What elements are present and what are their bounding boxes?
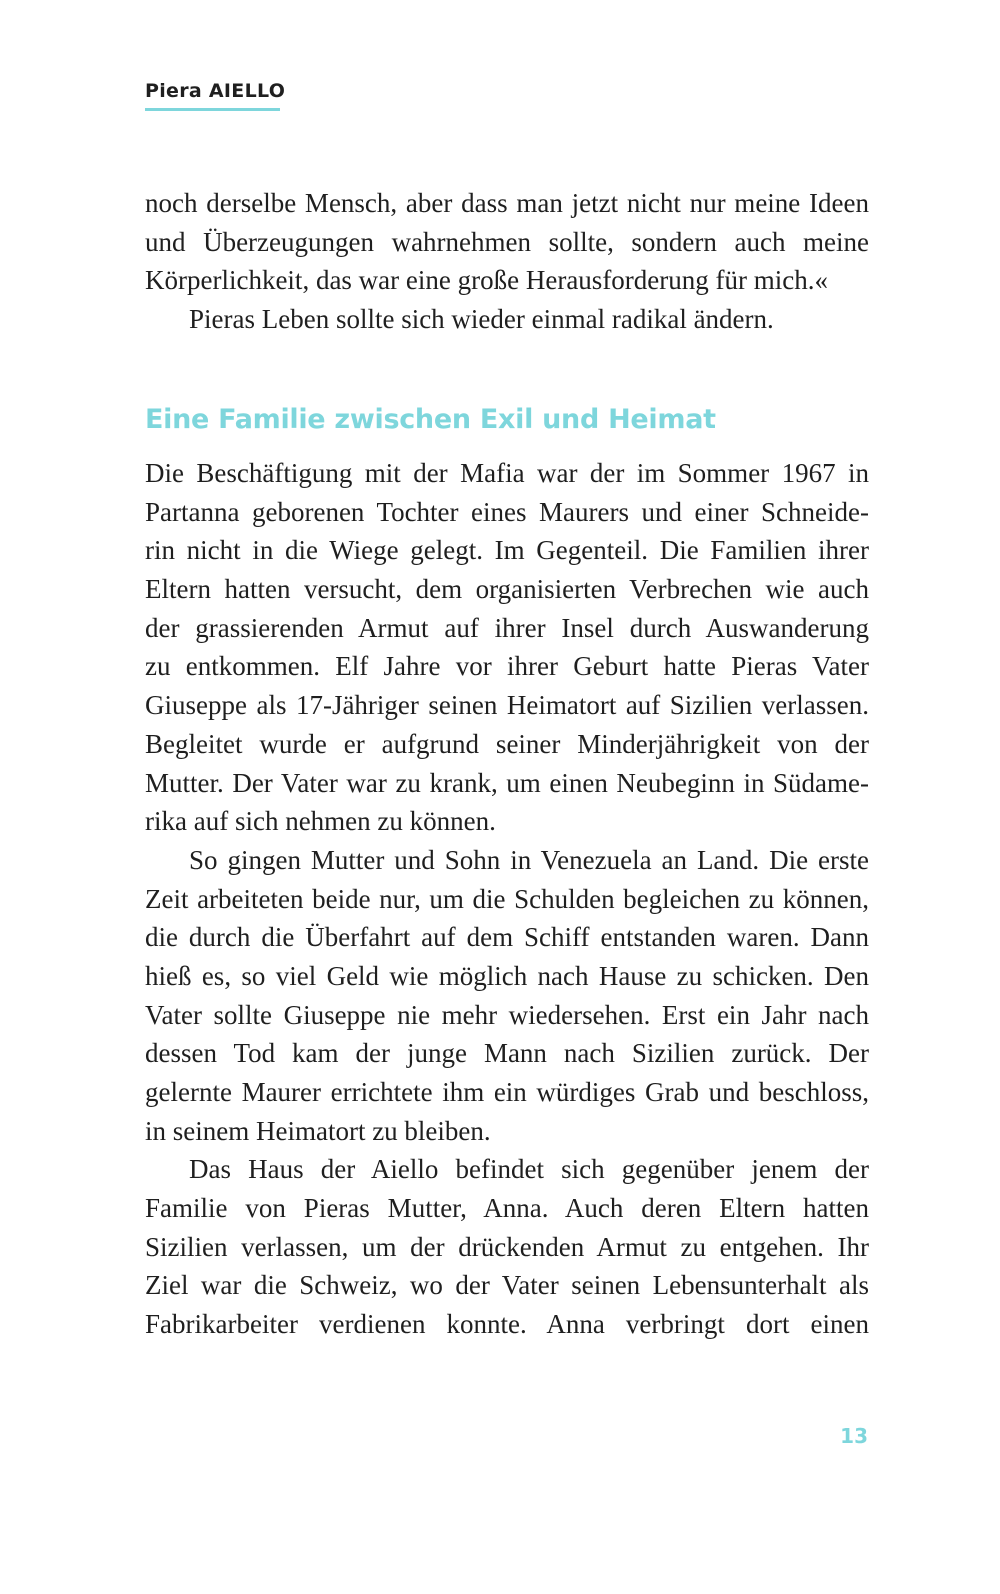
text-line: Giuseppe als 17-Jähriger seinen Heimatort auf Sizilien verlassen. bbox=[145, 690, 869, 721]
text-line: rin nicht in die Wiege gelegt. Im Gegenteil. Die Familien ihrer bbox=[145, 535, 869, 566]
text-line: rika auf sich nehmen zu können. bbox=[145, 806, 496, 837]
text-line: Eltern hatten versucht, dem organisierten Verbrechen wie auch bbox=[145, 574, 869, 605]
text-line: Ziel war die Schweiz, wo der Vater seinen Lebensunterhalt als bbox=[145, 1270, 869, 1301]
text-line: Fabrikarbeiter verdienen konnte. Anna verbringt dort einen bbox=[145, 1309, 869, 1340]
text-line: dessen Tod kam der junge Mann nach Sizilien zurück. Der bbox=[145, 1038, 869, 1069]
text-line: Familie von Pieras Mutter, Anna. Auch deren Eltern hatten bbox=[145, 1193, 869, 1224]
text-line: Zeit arbeiteten beide nur, um die Schulden begleichen zu können, bbox=[145, 883, 869, 914]
text-line: Mutter. Der Vater war zu krank, um einen Neubeginn in Südame- bbox=[145, 767, 869, 798]
text-line: und Überzeugungen wahrnehmen sollte, sondern auch meine bbox=[145, 226, 869, 257]
text-line: die durch die Überfahrt auf dem Schiff entstanden waren. Dann bbox=[145, 922, 869, 953]
text-line: gelernte Maurer errichtete ihm ein würdiges Grab und beschloss, bbox=[145, 1077, 869, 1107]
text-line: Das Haus der Aiello befindet sich gegenüber jenem der bbox=[189, 1154, 869, 1185]
text-line: zu entkommen. Elf Jahre vor ihrer Geburt hatte Pieras Vater bbox=[145, 651, 869, 682]
page-number: 13 bbox=[840, 1424, 868, 1448]
text-line: Vater sollte Giuseppe nie mehr wiedersehen. Erst ein Jahr nach bbox=[145, 999, 869, 1030]
text-line: Körperlichkeit, das war eine große Herausforderung für mich.« bbox=[145, 265, 828, 296]
text-line: Begleitet wurde er aufgrund seiner Minderjährigkeit von der bbox=[145, 728, 869, 759]
section-heading: Eine Familie zwischen Exil und Heimat bbox=[145, 404, 716, 435]
running-header: Piera AIELLO bbox=[145, 80, 286, 102]
running-header-underline bbox=[145, 108, 280, 111]
intro-paragraph bbox=[145, 184, 869, 339]
text-line: der grassierenden Armut auf ihrer Insel durch Auswanderung bbox=[145, 612, 869, 643]
text-line: hieß es, so viel Geld wie möglich nach Hause zu schicken. Den bbox=[145, 960, 869, 991]
text-line: noch derselbe Mensch, aber dass man jetzt nicht nur meine Ideen bbox=[145, 188, 869, 218]
main-text bbox=[145, 454, 869, 1344]
text-line: Pieras Leben sollte sich wieder einmal radikal ändern. bbox=[189, 304, 774, 335]
text-line: in seinem Heimatort zu bleiben. bbox=[145, 1115, 491, 1146]
text-line: Die Beschäftigung mit der Mafia war der im Sommer 1967 in bbox=[145, 458, 869, 488]
text-line: Sizilien verlassen, um der drückenden Armut zu entgehen. Ihr bbox=[145, 1231, 869, 1262]
text-line: So gingen Mutter und Sohn in Venezuela an Land. Die erste bbox=[189, 844, 869, 875]
text-line: Partanna geborenen Tochter eines Maurers und einer Schneide- bbox=[145, 496, 869, 527]
